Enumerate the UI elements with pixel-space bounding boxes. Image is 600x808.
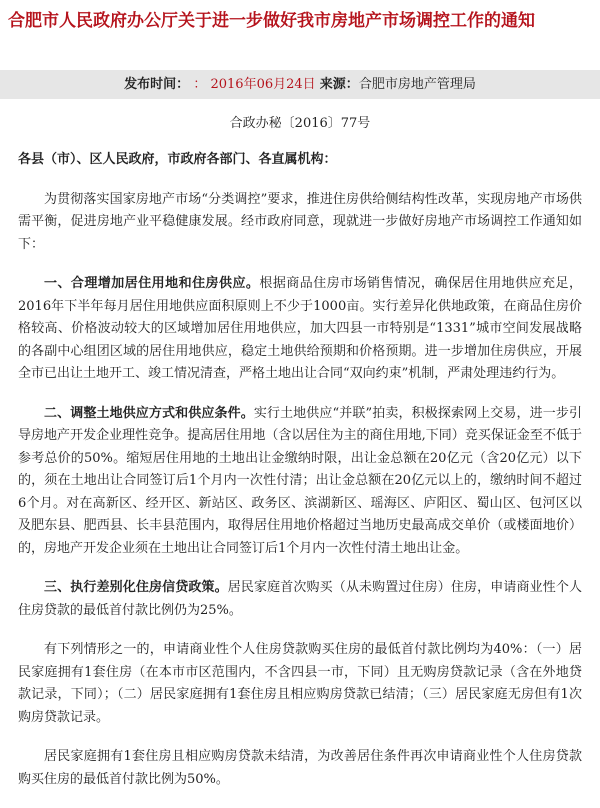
section-3-paragraph xyxy=(18,577,582,622)
date-value: 2016年06月24日 xyxy=(210,77,316,92)
section-1-title: 一、合理增加居住用地和住房供应。 xyxy=(44,276,260,291)
section-1-paragraph xyxy=(18,273,582,386)
section-3-title: 三、执行差别化住房信贷政策。 xyxy=(44,580,228,595)
section-2-paragraph xyxy=(18,403,582,561)
addressee: 各县（市）、区人民政府，市政府各部门、各直属机构： xyxy=(18,152,337,167)
paragraph-down-payment-50: 居民家庭拥有1套住房且相应购房贷款未结清，为改善居住条件再次申请商业性个人住房贷款购买住房的最低首付款比例为50%。 xyxy=(18,749,582,787)
publish-info-bar xyxy=(0,70,600,99)
article-body xyxy=(0,113,600,791)
section-3-body: 居民家庭首次购买（从未购置过住房）住房，申请商业性个人住房贷款的最低首付款比例仍为25%。 xyxy=(18,580,582,618)
section-1-body: 根据商品住房市场销售情况，确保居住用地供应充足，2016年下半年每月居住用地供应面积原则上不少于1000亩。实行差异化供地政策，在商品住房价格较高、价格波动较大的区域增加居住用地供应，加大四县一市特别是“1331”城市空间发展战略的各副中心组团区域的居住用地供应，稳定土地供给预期和价格预期。进一步增加住房供应，开展全市已出让土地开工、竣工情况清查，严格土地出让合同“双向约束”机制，严肃处理违约行为。 xyxy=(18,276,582,381)
page-title: 合肥市人民政府办公厅关于进一步做好我市房地产市场调控工作的通知 xyxy=(8,11,535,31)
section-2-title: 二、调整土地供应方式和供应条件。 xyxy=(44,405,254,421)
section-2-body: 实行土地供应“并联”拍卖，积极探索网上交易，进一步引导房地产开发企业理性竞争。提高居住用地（含以居住为主的商住用地,下同）竞买保证金至不低于参考总价的50%。缩短居住用地的土地出让金缴纳时限，出让金总额在20亿元（含20亿元）以下的，须在土地出让合同签订后1个月内一次性付清；出让金总额在20亿元以上的，缴纳时间不超过6个月。对在高新区、经开区、新站区、政务区、滨湖新区、瑶海区、庐阳区、蜀山区、包河区以及肥东县、肥西县、长丰县范围内，取得居住用地价格超过当地历史最高成交单价（或楼面地价）的，房地产开发企业须在土地出让合同签订后1个月内一次性付清土地出让金。 xyxy=(18,405,582,556)
paragraph-down-payment-40: 有下列情形之一的，申请商业性个人住房贷款购买住房的最低首付款比例均为40%：（一）居民家庭拥有1套住房（在本市市区范围内，不含四县一市，下同）且无购房贷款记录（含在外地贷款记录，下同）；（二）居民家庭拥有1套住房且相应购房贷款已结清；（三）居民家庭无房但有1次购房贷款记录。 xyxy=(18,642,582,725)
publish-time-label: 发布时间： xyxy=(124,77,190,92)
date-colon: ： xyxy=(193,77,207,92)
intro-paragraph: 为贯彻落实国家房地产市场“分类调控”要求，推进住房供给侧结构性改革，实现房地产市场供需平衡，促进房地产业平稳健康发展。经市政府同意，现就进一步做好房地产市场调控工作通知如下： xyxy=(18,191,582,252)
source-label: 来源： xyxy=(319,77,359,92)
document-number: 合政办秘〔2016〕77号 xyxy=(229,116,371,131)
source-value: 合肥市房地产管理局 xyxy=(358,77,476,92)
publish-date xyxy=(193,77,315,92)
